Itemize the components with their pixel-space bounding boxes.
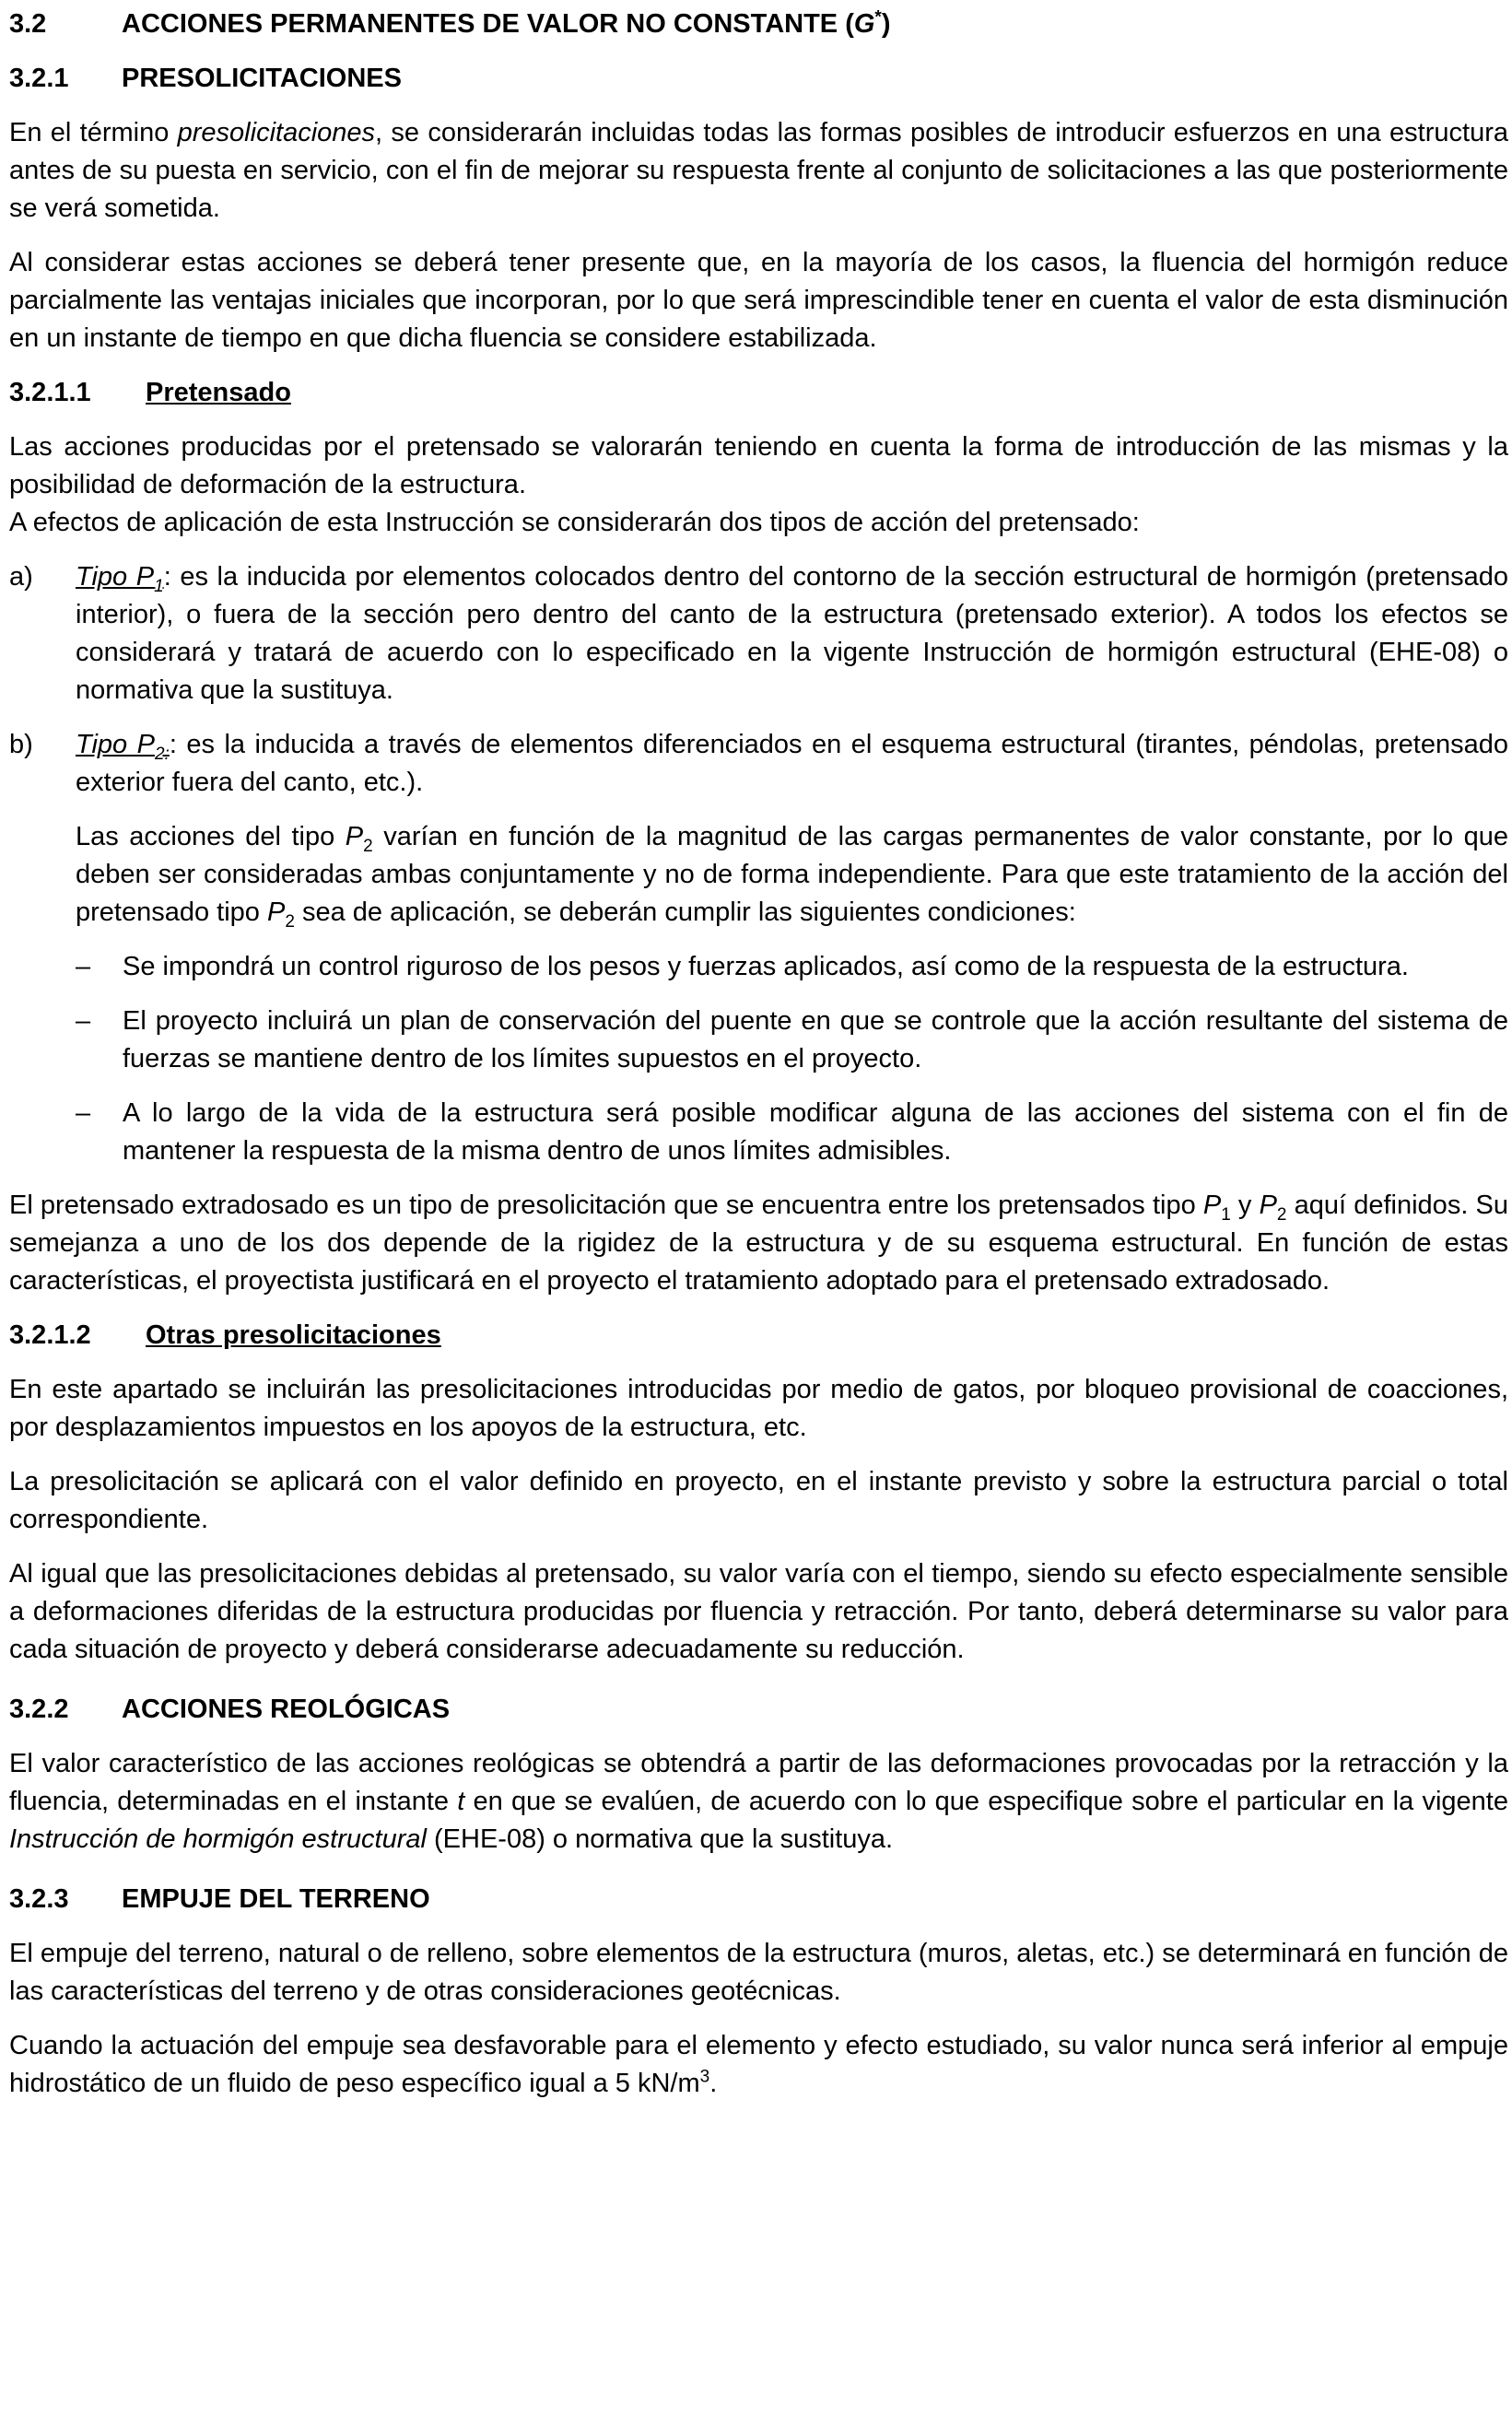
paragraph-empuje-hidrostatico: Cuando la actuación del empuje sea desfavorable para el elemento y efecto estudiado, su valor nunca será inferior al empuje hidrostático de un fluido de peso específico igual a 5 $kN/m^3$.: [9, 2031, 1508, 2098]
term-label: Tipo $P_1$: [76, 562, 164, 596]
section-number: 3.2.3: [9, 1884, 69, 1914]
section-number: 3.2.1: [9, 64, 69, 93]
section-3-2-2-heading: [9, 1691, 1508, 1729]
section-3-2-3-heading: [9, 1881, 1508, 1918]
dash-marker: –: [76, 1098, 91, 1128]
paragraph-pretensado-valoracion: Las acciones producidas por el pretensado se valorarán teniendo en cuenta la forma de introducción de las mismas y la posibilidad de deformación de la estructura.: [9, 432, 1508, 499]
section-title: Otras presolicitaciones: [146, 1320, 441, 1350]
paragraph-acciones-reologicas: El valor característico de las acciones reológicas se obtendrá a partir de las deformaciones provocadas por la retracción y la fluencia, determinadas en el instante t en que se evalúen, de acuerdo con lo que especifique sobre el particular en la vigente Instrucción de hormigón estructural (EHE-08) o normativa que la sustituya.: [9, 1749, 1508, 1854]
dash-marker: –: [76, 952, 91, 981]
section-number: 3.2: [9, 9, 47, 39]
list-item-tipo-p2: [9, 726, 1508, 802]
section-3-2-1-heading: [9, 60, 1508, 98]
section-title: ACCIONES PERMANENTES DE VALOR NO CONSTANTE (G*): [122, 7, 891, 39]
dash-marker: –: [76, 1006, 91, 1036]
paragraph-fluencia: Al considerar estas acciones se deberá tener presente que, en la mayoría de los casos, la fluencia del hormigón reduce parcialmente las ventajas iniciales que incorporan, por lo que será imprescindible tener en cuenta el valor de esta disminución en un instante de tiempo en que dicha fluencia se considere estabilizada.: [9, 248, 1508, 353]
paragraph-tipo-p2-condiciones: Las acciones del tipo $P_2$ varían en función de la magnitud de las cargas permanentes de valor constante, por lo que deben ser consideradas ambas conjuntamente y no de forma independiente. Para que este tratamiento de la acción del pretensado tipo $P_2$ sea de aplicación, se deberán cumplir las siguientes condiciones:: [76, 822, 1508, 932]
term-label: Tipo $P_{2:}$: [76, 730, 170, 764]
list-item-tipo-p1: [9, 558, 1508, 710]
condition-item: [76, 1095, 1508, 1170]
list-item-body: Tipo $P_{2:}$: es la inducida a través de elementos diferenciados en el esquema estructural (tirantes, péndolas, pretensado exterior fuera del canto, etc.).: [76, 730, 1509, 797]
paragraph-variacion-tiempo: Al igual que las presolicitaciones debidas al pretensado, su valor varía con el tiempo, siendo su efecto especialmente sensible a deformaciones diferidas de la estructura producidas por fluencia y retracción. Por tanto, deberá determinarse su valor para cada situación de proyecto y deberá considerarse adecuadamente su reducción.: [9, 1559, 1508, 1664]
paragraph-tipos-accion: A efectos de aplicación de esta Instrucción se considerarán dos tipos de acción del pretensado:: [9, 508, 1140, 537]
section-number: 3.2.1.1: [9, 378, 91, 407]
paragraph-extradosado: El pretensado extradosado es un tipo de presolicitación que se encuentra entre los pretensados tipo $P_1$ y $P_2$ aquí definidos. Su semejanza a uno de los dos depende de la rigidez de la estructura y de su esquema estructural. En función de estas características, el proyectista justificará en el proyecto el tratamiento adoptado para el pretensado extradosado.: [9, 1191, 1508, 1296]
condition-item: [76, 1003, 1508, 1078]
condition-item: [76, 948, 1508, 986]
section-number: 3.2.2: [9, 1695, 69, 1724]
section-3-2-1-1-heading: [9, 374, 1508, 412]
section-3-2-heading: [9, 6, 1508, 43]
paragraph-valor-definido: La presolicitación se aplicará con el valor definido en proyecto, en el instante previsto y sobre la estructura parcial o total correspondiente.: [9, 1467, 1508, 1534]
section-number: 3.2.1.2: [9, 1320, 91, 1350]
condition-text: Se impondrá un control riguroso de los pesos y fuerzas aplicados, así como de la respuesta de la estructura.: [123, 952, 1409, 981]
section-title: PRESOLICITACIONES: [122, 64, 402, 93]
section-3-2-1-2-heading: [9, 1317, 1508, 1355]
list-marker: a): [9, 562, 33, 592]
section-title: ACCIONES REOLÓGICAS: [122, 1695, 451, 1724]
paragraph-empuje-terreno: El empuje del terreno, natural o de relleno, sobre elementos de la estructura (muros, aletas, etc.) se determinará en función de las características del terreno y de otras consideraciones geotécnicas.: [9, 1939, 1508, 2006]
condition-text: El proyecto incluirá un plan de conservación del puente en que se controle que la acción resultante del sistema de fuerzas se mantiene dentro de los límites supuestos en el proyecto.: [123, 1006, 1508, 1073]
section-title: Pretensado: [146, 378, 291, 407]
paragraph-otras-presolicitaciones: En este apartado se incluirán las presolicitaciones introducidas por medio de gatos, por bloqueo provisional de coacciones, por desplazamientos impuestos en los apoyos de la estructura, etc.: [9, 1375, 1508, 1442]
paragraph-presolicitaciones-definition: En el término presolicitaciones, se considerarán incluidas todas las formas posibles de introducir esfuerzos en una estructura antes de su puesta en servicio, con el fin de mejorar su respuesta frente al conjunto de solicitaciones a las que posteriormente se verá sometida.: [9, 118, 1508, 223]
list-item-body: Tipo $P_1$: es la inducida por elementos colocados dentro del contorno de la sección estructural de hormigón (pretensado interior), o fuera de la sección pero dentro del canto de la estructura (pretensado exterior). A todos los efectos se considerará y tratará de acuerdo con lo especificado en la vigente Instrucción de hormigón estructural (EHE-08) o normativa que la sustituya.: [76, 562, 1509, 705]
condition-text: A lo largo de la vida de la estructura será posible modificar alguna de las acciones del sistema con el fin de mantener la respuesta de la misma dentro de unos límites admisibles.: [123, 1098, 1508, 1166]
section-title: EMPUJE DEL TERRENO: [122, 1884, 430, 1914]
list-marker: b): [9, 730, 33, 759]
